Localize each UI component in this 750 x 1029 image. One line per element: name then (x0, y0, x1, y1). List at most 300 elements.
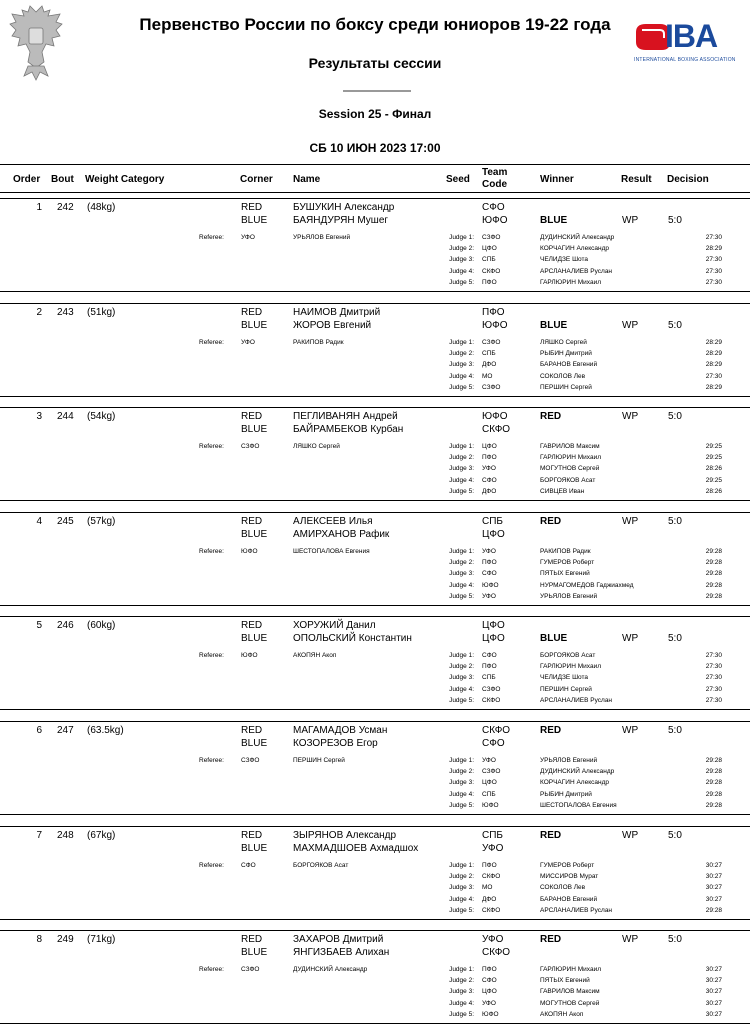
judge-score: 28:29 (705, 383, 722, 391)
judge-label: Judge 2: (449, 454, 474, 462)
judge-region: СКФО (482, 267, 501, 275)
referee-name: ШЕСТОПАЛОВА Евгения (293, 548, 370, 555)
winner-corner: BLUE (540, 320, 568, 331)
judge-score: 27:30 (705, 267, 722, 275)
blue-team-code: ЦФО (482, 529, 505, 540)
result-type: WP (622, 320, 639, 331)
corner-red: RED (241, 516, 263, 527)
judge-label: Judge 5: (449, 1010, 474, 1018)
judge-score: 30:27 (705, 862, 722, 869)
judge-label: Judge 3: (449, 256, 474, 264)
judge-region: ДФО (482, 895, 497, 903)
judge-name: ШЕСТОПАЛОВА Евгения (540, 801, 617, 809)
referee-label: Referee: (199, 234, 224, 241)
judge-name: ПЯТЫХ Евгений (540, 977, 590, 985)
judge-label: Judge 5: (449, 906, 474, 914)
judge-region: МО (482, 372, 493, 380)
blue-boxer-name: ЯНГИЗБАЕВ Алихан (293, 947, 390, 958)
col-name: Name (293, 174, 321, 185)
blue-boxer-name: ЖОРОВ Евгений (293, 320, 372, 331)
bout-number: 249 (57, 934, 74, 945)
bout-order: 3 (36, 411, 42, 422)
judge-label: Judge 1: (449, 234, 474, 241)
page-subtitle: Результаты сессии (308, 55, 442, 71)
bout-order: 5 (36, 620, 42, 631)
blue-boxer-name: МАХМАДШОЕВ Ахмадшох (293, 843, 419, 854)
judge-region: ПФО (482, 559, 497, 567)
session-date: СБ 10 ИЮН 2023 17:00 (309, 141, 441, 155)
judge-name: НУРМАГОМЕДОВ Гаджиахмед (540, 581, 634, 589)
judge-region: СПБ (482, 674, 496, 682)
winner-corner: RED (540, 830, 562, 841)
session-title: Session 25 - Финал (318, 107, 432, 121)
judge-label: Judge 4: (449, 267, 474, 275)
judge-name: МОГУТНОВ Сергей (540, 999, 600, 1007)
judge-label: Judge 3: (449, 361, 474, 369)
judge-label: Judge 3: (449, 884, 474, 892)
judge-score: 30:27 (705, 884, 722, 892)
corner-red: RED (241, 830, 263, 841)
winner-corner: RED (540, 725, 562, 736)
winner-corner: BLUE (540, 215, 568, 226)
decision-score: 5:0 (668, 830, 682, 841)
weight-category: (54kg) (87, 411, 116, 422)
corner-red: RED (241, 411, 263, 422)
result-type: WP (622, 411, 639, 422)
judge-label: Judge 5: (449, 592, 474, 600)
judge-score: 27:30 (705, 278, 722, 286)
red-team-code: УФО (482, 934, 504, 945)
corner-blue: BLUE (241, 424, 268, 435)
referee-region: УФО (241, 234, 255, 241)
judge-region: ДФО (482, 361, 497, 369)
page-header (0, 0, 750, 100)
judge-label: Judge 2: (449, 350, 474, 358)
bout-number: 242 (57, 202, 74, 213)
col-winner: Winner (540, 174, 574, 185)
referee-region: СФО (241, 862, 256, 869)
judge-name: АРСЛАНАЛИЕВ Руслан (540, 267, 613, 275)
corner-blue: BLUE (241, 215, 268, 226)
referee-label: Referee: (199, 443, 224, 450)
bout-order: 7 (36, 830, 42, 841)
judge-score: 29:28 (705, 906, 722, 914)
judge-score: 30:27 (705, 977, 722, 985)
judge-name: УРЬЯЛОВ Евгений (540, 757, 598, 764)
judge-region: СФО (482, 652, 497, 659)
referee-name: БОРГОЯКОВ Асат (293, 862, 349, 869)
judge-score: 30:27 (705, 895, 722, 903)
judge-region: ПФО (482, 278, 497, 286)
judge-label: Judge 3: (449, 988, 474, 996)
corner-blue: BLUE (241, 947, 268, 958)
judge-name: ДУДИНСКИЙ Александр (540, 234, 615, 241)
blue-boxer-name: БАЯНДУРЯН Мушег (293, 215, 389, 226)
bout-number: 244 (57, 411, 74, 422)
corner-red: RED (241, 202, 263, 213)
weight-category: (63.5kg) (87, 725, 124, 736)
judge-region: СПБ (482, 790, 496, 798)
judge-region: СЗФО (482, 234, 501, 241)
judge-label: Judge 4: (449, 476, 474, 484)
judge-score: 29:28 (705, 779, 722, 787)
judge-name: ГУМЕРОВ Роберт (540, 559, 595, 567)
judge-name: ГУМЕРОВ Роберт (540, 862, 595, 869)
result-type: WP (622, 633, 639, 644)
judge-label: Judge 2: (449, 873, 474, 881)
col-result: Result (621, 174, 652, 185)
judge-score: 27:30 (705, 652, 722, 659)
result-type: WP (622, 725, 639, 736)
judge-name: СИВЦЕВ Иван (540, 487, 585, 495)
red-boxer-name: БУШУКИН Александр (293, 202, 395, 213)
winner-corner: RED (540, 516, 562, 527)
judge-label: Judge 2: (449, 768, 474, 776)
bout-row (0, 616, 750, 710)
result-type: WP (622, 934, 639, 945)
judge-label: Judge 4: (449, 581, 474, 589)
blue-team-code: СКФО (482, 947, 511, 958)
judge-region: УФО (482, 999, 496, 1007)
judge-region: ПФО (482, 454, 497, 462)
judge-name: КОРЧАГИН Александр (540, 245, 609, 253)
corner-blue: BLUE (241, 738, 268, 749)
judge-region: ЦФО (482, 245, 497, 253)
col-team-line1: Team (482, 167, 508, 178)
red-boxer-name: ПЕГЛИВАНЯН Андрей (293, 411, 398, 422)
table-header (0, 164, 750, 193)
judge-score: 29:28 (705, 801, 722, 809)
blue-team-code: СФО (482, 738, 505, 749)
winner-corner: RED (540, 411, 562, 422)
red-boxer-name: ХОРУЖИЙ Данил (293, 620, 376, 631)
judge-score: 29:28 (705, 757, 722, 764)
bout-order: 6 (36, 725, 42, 736)
judge-region: СЗФО (482, 768, 501, 776)
judge-name: ПЕРШИН Сергей (540, 685, 592, 693)
judge-name: БАРАНОВ Евгений (540, 895, 598, 903)
bout-order: 2 (36, 307, 42, 318)
referee-label: Referee: (199, 548, 224, 555)
referee-region: ЮФО (241, 548, 258, 555)
judge-label: Judge 4: (449, 685, 474, 693)
judge-region: УФО (482, 465, 496, 473)
judge-name: РАКИПОВ Радик (540, 548, 591, 555)
winner-corner: RED (540, 934, 562, 945)
bout-row (0, 198, 750, 292)
judge-name: РЫБИН Дмитрий (540, 350, 592, 358)
judge-label: Judge 1: (449, 339, 474, 346)
judge-label: Judge 1: (449, 757, 474, 764)
col-weight: Weight Category (85, 174, 165, 185)
judge-score: 27:30 (705, 372, 722, 380)
judge-score: 30:27 (705, 966, 722, 973)
blue-boxer-name: ОПОЛЬСКИЙ Константин (293, 633, 412, 644)
judge-score: 29:28 (705, 592, 722, 600)
judge-name: АКОПЯН Акоп (540, 1010, 584, 1018)
judge-region: ПФО (482, 663, 497, 671)
blue-team-code: УФО (482, 843, 504, 854)
judge-score: 29:25 (705, 454, 722, 462)
judge-score: 27:30 (705, 685, 722, 693)
judge-region: СФО (482, 570, 497, 578)
judge-name: БАРАНОВ Евгений (540, 361, 598, 369)
judge-name: СОКОЛОВ Лев (540, 372, 586, 380)
judge-name: ЧЕЛИДЗЕ Шота (540, 674, 589, 682)
red-boxer-name: АЛЕКСЕЕВ Илья (293, 516, 373, 527)
judge-label: Judge 3: (449, 570, 474, 578)
bout-row (0, 826, 750, 920)
judge-score: 27:30 (705, 256, 722, 264)
judge-region: ЮФО (482, 581, 499, 589)
bout-row (0, 512, 750, 606)
judge-region: СКФО (482, 873, 501, 881)
judge-label: Judge 2: (449, 559, 474, 567)
decision-score: 5:0 (668, 934, 682, 945)
judge-label: Judge 1: (449, 862, 474, 869)
red-team-code: ЮФО (482, 411, 508, 422)
referee-label: Referee: (199, 652, 224, 659)
weight-category: (51kg) (87, 307, 116, 318)
judge-label: Judge 3: (449, 465, 474, 473)
corner-red: RED (241, 934, 263, 945)
judge-region: ДФО (482, 487, 497, 495)
red-team-code: ЦФО (482, 620, 505, 631)
judge-region: ПФО (482, 862, 497, 869)
blue-boxer-name: АМИРХАНОВ Рафик (293, 529, 390, 540)
decision-score: 5:0 (668, 215, 682, 226)
red-boxer-name: МАГАМАДОВ Усман (293, 725, 388, 736)
weight-category: (57kg) (87, 516, 116, 527)
red-boxer-name: ЗАХАРОВ Дмитрий (293, 934, 384, 945)
weight-category: (48kg) (87, 202, 116, 213)
weight-category: (67kg) (87, 830, 116, 841)
judge-label: Judge 4: (449, 790, 474, 798)
red-boxer-name: НАИМОВ Дмитрий (293, 307, 381, 318)
blue-boxer-name: КОЗОРЕЗОВ Егор (293, 738, 378, 749)
corner-blue: BLUE (241, 633, 268, 644)
decision-score: 5:0 (668, 516, 682, 527)
judge-label: Judge 3: (449, 779, 474, 787)
decision-score: 5:0 (668, 725, 682, 736)
bout-row (0, 407, 750, 501)
bout-row (0, 930, 750, 1024)
judge-region: СФО (482, 476, 497, 484)
judge-score: 28:26 (705, 465, 722, 473)
judge-score: 27:30 (705, 663, 722, 671)
red-team-code: СПБ (482, 516, 503, 527)
judge-name: КОРЧАГИН Александр (540, 779, 609, 787)
judge-region: СФО (482, 977, 497, 985)
bout-row (0, 721, 750, 815)
referee-label: Referee: (199, 966, 224, 973)
referee-region: ЮФО (241, 652, 258, 659)
col-corner: Corner (240, 174, 273, 185)
judge-region: СКФО (482, 906, 501, 914)
judge-name: ГАРЛЮРИН Михаил (540, 454, 601, 462)
judge-name: ЛЯШКО Сергей (540, 339, 587, 346)
red-team-code: СКФО (482, 725, 511, 736)
judge-label: Judge 2: (449, 245, 474, 253)
judge-score: 30:27 (705, 999, 722, 1007)
decision-score: 5:0 (668, 633, 682, 644)
winner-corner: BLUE (540, 633, 568, 644)
page-title: Первенство России по боксу среди юниоров 19-22 года (139, 15, 611, 34)
blue-team-code: ЮФО (482, 320, 508, 331)
referee-label: Referee: (199, 862, 224, 869)
red-boxer-name: ЗЫРЯНОВ Александр (293, 830, 397, 841)
judge-region: СПБ (482, 256, 496, 264)
judge-name: ГАВРИЛОВ Максим (540, 988, 600, 996)
judge-name: СОКОЛОВ Лев (540, 884, 586, 892)
corner-red: RED (241, 307, 263, 318)
blue-team-code: ЮФО (482, 215, 508, 226)
judge-name: ГАРЛЮРИН Михаил (540, 966, 601, 973)
judge-label: Judge 5: (449, 801, 474, 809)
referee-region: СЗФО (241, 757, 260, 764)
judge-region: ЦФО (482, 443, 497, 450)
col-order: Order (13, 174, 41, 185)
judge-score: 28:29 (705, 339, 722, 346)
header-divider (343, 90, 411, 92)
judge-score: 28:29 (705, 350, 722, 358)
judge-region: СПБ (482, 350, 496, 358)
weight-category: (71kg) (87, 934, 116, 945)
corner-blue: BLUE (241, 320, 268, 331)
col-team-line2: Code (482, 179, 507, 190)
judge-name: ПЯТЫХ Евгений (540, 570, 590, 578)
judge-score: 29:28 (705, 559, 722, 567)
referee-label: Referee: (199, 339, 224, 346)
col-bout: Bout (51, 174, 74, 185)
judge-label: Judge 2: (449, 663, 474, 671)
judge-name: БОРГОЯКОВ Асат (540, 652, 596, 659)
judge-region: ЮФО (482, 801, 499, 809)
col-seed: Seed (446, 174, 470, 185)
blue-team-code: СКФО (482, 424, 511, 435)
judge-label: Judge 5: (449, 487, 474, 495)
corner-red: RED (241, 725, 263, 736)
judge-score: 28:29 (705, 361, 722, 369)
judge-score: 30:27 (705, 988, 722, 996)
bout-order: 1 (36, 202, 42, 213)
judge-region: УФО (482, 757, 496, 764)
judge-region: УФО (482, 592, 496, 600)
result-type: WP (622, 830, 639, 841)
bout-number: 247 (57, 725, 74, 736)
red-team-code: СФО (482, 202, 505, 213)
judge-region: ПФО (482, 966, 497, 973)
judge-score: 27:30 (705, 696, 722, 704)
col-decision: Decision (667, 174, 709, 185)
bout-order: 4 (36, 516, 42, 527)
referee-name: АКОПЯН Акоп (293, 652, 337, 659)
bout-number: 243 (57, 307, 74, 318)
judge-name: ГАРЛЮРИН Михаил (540, 663, 601, 671)
judge-name: АРСЛАНАЛИЕВ Руслан (540, 906, 613, 914)
iba-logo-subtext: INTERNATIONAL BOXING ASSOCIATION (634, 57, 736, 63)
decision-score: 5:0 (668, 411, 682, 422)
judge-label: Judge 1: (449, 652, 474, 659)
judge-label: Judge 4: (449, 999, 474, 1007)
bout-number: 248 (57, 830, 74, 841)
judge-label: Judge 4: (449, 372, 474, 380)
bout-number: 245 (57, 516, 74, 527)
judge-name: АРСЛАНАЛИЕВ Руслан (540, 696, 613, 704)
bout-row (0, 303, 750, 397)
referee-label: Referee: (199, 757, 224, 764)
corner-red: RED (241, 620, 263, 631)
referee-name: ЛЯШКО Сергей (293, 443, 340, 450)
judge-label: Judge 4: (449, 895, 474, 903)
corner-blue: BLUE (241, 843, 268, 854)
judge-name: УРЬЯЛОВ Евгений (540, 592, 598, 600)
judge-score: 30:27 (705, 1010, 722, 1018)
judge-score: 27:30 (705, 234, 722, 241)
judge-label: Judge 5: (449, 383, 474, 391)
judge-region: СКФО (482, 696, 501, 704)
judge-score: 29:25 (705, 476, 722, 484)
judge-label: Judge 1: (449, 548, 474, 555)
judge-score: 29:28 (705, 790, 722, 798)
judge-score: 29:28 (705, 768, 722, 776)
judge-score: 29:28 (705, 570, 722, 578)
referee-region: СЗФО (241, 966, 260, 973)
referee-name: ДУДИНСКИЙ Александр (293, 966, 368, 973)
judge-score: 29:25 (705, 443, 722, 450)
judge-name: ГАВРИЛОВ Максим (540, 443, 600, 450)
bout-order: 8 (36, 934, 42, 945)
judge-label: Judge 5: (449, 696, 474, 704)
judge-label: Judge 1: (449, 443, 474, 450)
judge-region: МО (482, 884, 493, 892)
iba-logo-text: IBA (665, 18, 718, 54)
judge-region: ЮФО (482, 1010, 499, 1018)
decision-score: 5:0 (668, 320, 682, 331)
blue-boxer-name: БАЙРАМБЕКОВ Курбан (293, 424, 404, 435)
weight-category: (60kg) (87, 620, 116, 631)
judge-name: ГАРЛЮРИН Михаил (540, 278, 601, 286)
judge-score: 28:26 (705, 487, 722, 495)
referee-name: РАКИПОВ Радик (293, 339, 344, 346)
judge-score: 29:28 (705, 581, 722, 589)
judge-name: МИССИРОВ Мурат (540, 873, 599, 881)
judge-name: ПЕРШИН Сергей (540, 383, 592, 391)
judge-name: МОГУТНОВ Сергей (540, 465, 600, 473)
judge-label: Judge 3: (449, 674, 474, 682)
referee-region: УФО (241, 339, 255, 346)
judge-region: СЗФО (482, 685, 501, 693)
judge-name: ЧЕЛИДЗЕ Шота (540, 256, 589, 264)
judge-label: Judge 2: (449, 977, 474, 985)
red-team-code: СПБ (482, 830, 503, 841)
corner-blue: BLUE (241, 529, 268, 540)
judge-name: РЫБИН Дмитрий (540, 790, 592, 798)
blue-team-code: ЦФО (482, 633, 505, 644)
judge-region: УФО (482, 548, 496, 555)
judge-score: 28:29 (705, 245, 722, 253)
referee-region: СЗФО (241, 443, 260, 450)
judge-region: ЦФО (482, 988, 497, 996)
referee-name: ПЕРШИН Сергей (293, 757, 345, 764)
judge-name: ДУДИНСКИЙ Александр (540, 768, 615, 776)
judge-score: 29:28 (705, 548, 722, 555)
judge-region: ЦФО (482, 779, 497, 787)
result-type: WP (622, 215, 639, 226)
judge-score: 30:27 (705, 873, 722, 881)
judge-region: СЗФО (482, 383, 501, 391)
judge-label: Judge 5: (449, 278, 474, 286)
